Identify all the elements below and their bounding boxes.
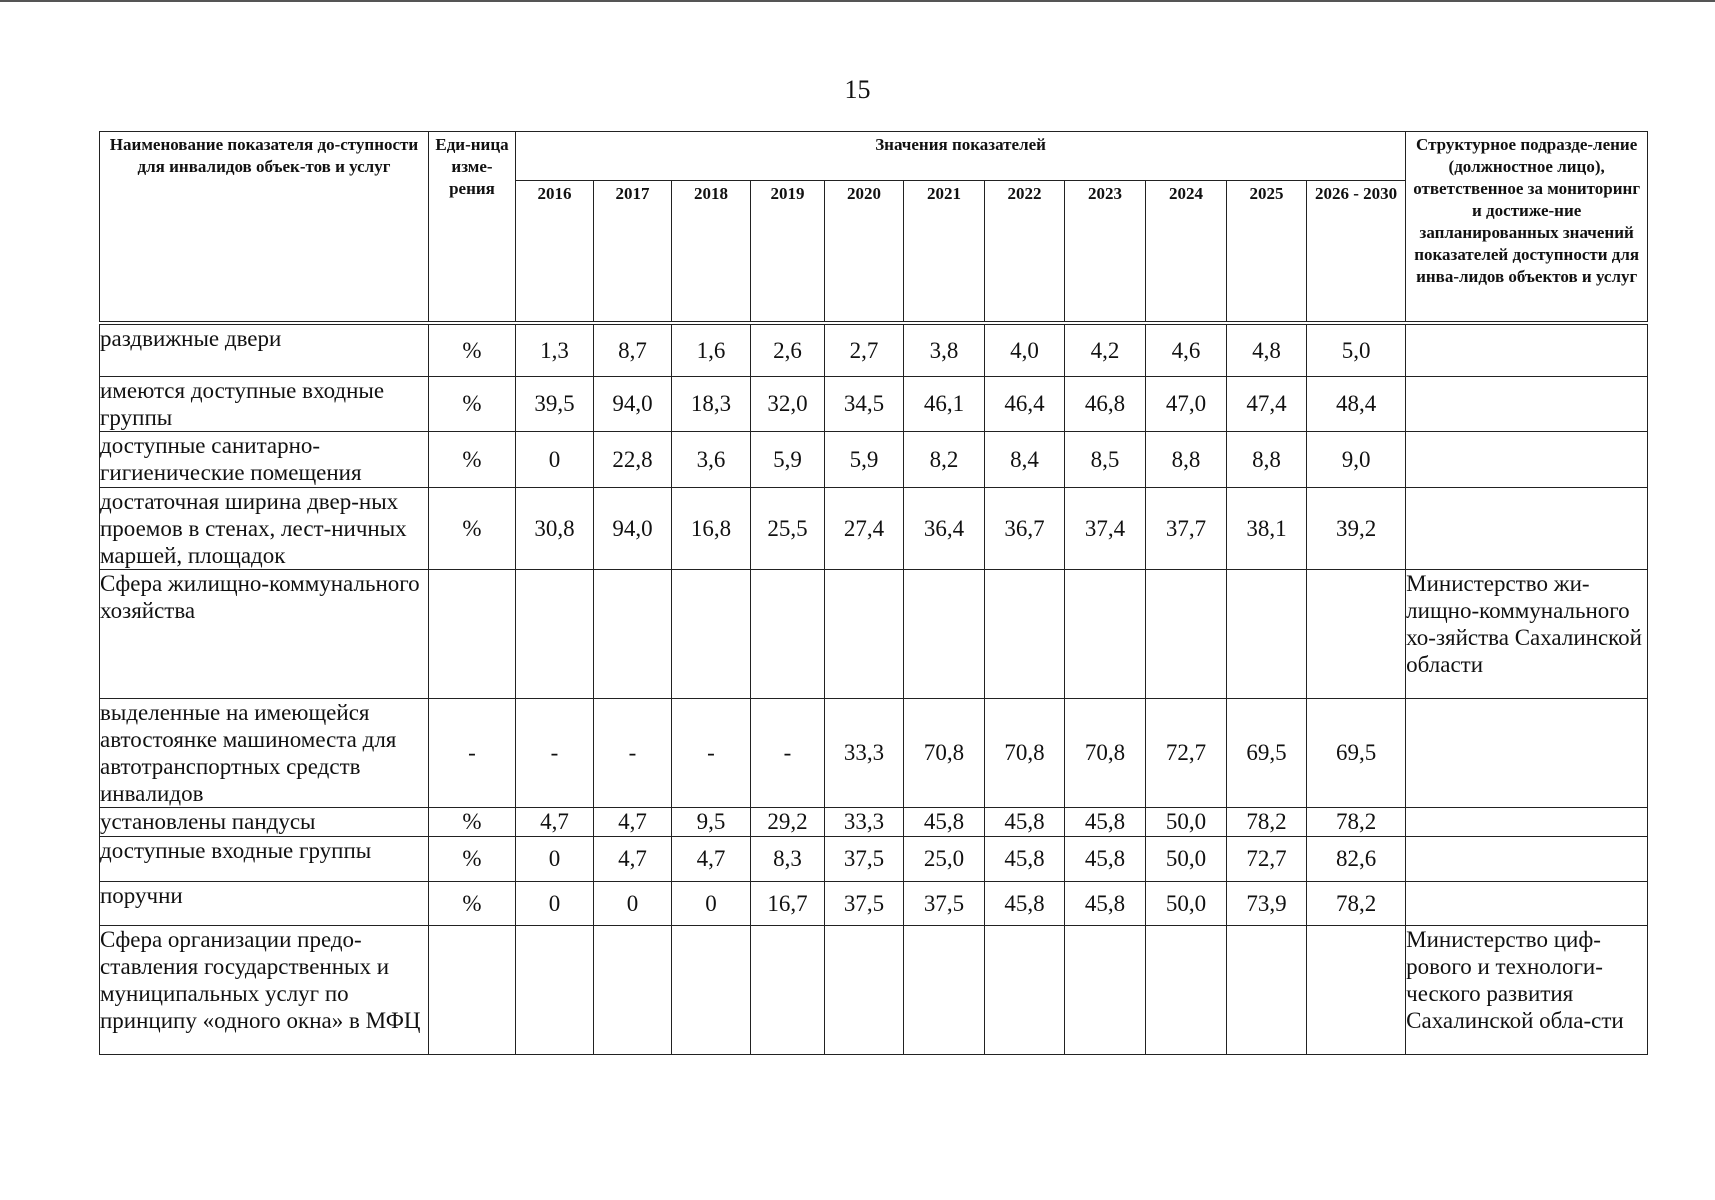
value-cell: 45,8 — [1065, 807, 1146, 836]
value-cell: 8,4 — [985, 431, 1065, 487]
responsible-dept — [1406, 323, 1648, 376]
value-cell: 0 — [516, 836, 594, 881]
value-cell — [1227, 569, 1307, 698]
value-cell: 70,8 — [1065, 698, 1146, 807]
table-row — [100, 807, 1648, 836]
header-year: 2022 — [985, 181, 1065, 324]
value-cell — [985, 925, 1065, 1054]
value-cell: 29,2 — [751, 807, 825, 836]
value-cell: 70,8 — [985, 698, 1065, 807]
value-cell: 47,0 — [1146, 376, 1227, 431]
unit-cell — [429, 569, 516, 698]
header-year: 2017 — [594, 181, 672, 324]
header-values-group: Значения показателей — [516, 132, 1406, 181]
value-cell: 5,0 — [1307, 323, 1406, 376]
value-cell: 72,7 — [1227, 836, 1307, 881]
value-cell — [751, 569, 825, 698]
header-year: 2024 — [1146, 181, 1227, 324]
unit-cell: - — [429, 698, 516, 807]
responsible-dept — [1406, 807, 1648, 836]
page-number: 15 — [844, 75, 871, 104]
indicator-name: раздвижные двери — [100, 323, 429, 376]
responsible-dept — [1406, 698, 1648, 807]
table-row — [100, 487, 1648, 569]
value-cell: 0 — [672, 881, 751, 925]
value-cell: - — [594, 698, 672, 807]
value-cell: 37,5 — [904, 881, 985, 925]
table-row — [100, 698, 1648, 807]
indicator-name: Сфера жилищно-коммунального хозяйства — [100, 569, 429, 698]
value-cell: 38,1 — [1227, 487, 1307, 569]
value-cell: 46,4 — [985, 376, 1065, 431]
table-row — [100, 925, 1648, 1054]
value-cell — [594, 569, 672, 698]
value-cell — [825, 569, 904, 698]
value-cell: 8,2 — [904, 431, 985, 487]
value-cell: 4,6 — [1146, 323, 1227, 376]
value-cell: 46,1 — [904, 376, 985, 431]
value-cell: 82,6 — [1307, 836, 1406, 881]
value-cell: 2,7 — [825, 323, 904, 376]
value-cell: 45,8 — [1065, 836, 1146, 881]
table-body — [100, 323, 1648, 1054]
value-cell: 72,7 — [1146, 698, 1227, 807]
top-rule — [0, 0, 1715, 2]
header-responsible: Структурное подразде-ление (должностное лицо), ответственное за мониторинг и достиже-ние запланированных значений показателей доступности для инва-лидов объектов и услуг — [1406, 132, 1648, 324]
value-cell: 39,2 — [1307, 487, 1406, 569]
value-cell: 45,8 — [904, 807, 985, 836]
responsible-dept: Министерство жи-лищно-коммунального хо-зяйства Сахалинской области — [1406, 569, 1648, 698]
unit-cell: % — [429, 807, 516, 836]
value-cell: 4,2 — [1065, 323, 1146, 376]
value-cell: 45,8 — [985, 836, 1065, 881]
indicator-name: Сфера организации предо-ставления государственных и муниципальных услуг по принципу «одного окна» в МФЦ — [100, 925, 429, 1054]
value-cell: 4,7 — [594, 836, 672, 881]
value-cell: 2,6 — [751, 323, 825, 376]
value-cell: 39,5 — [516, 376, 594, 431]
value-cell: 45,8 — [1065, 881, 1146, 925]
value-cell: 1,3 — [516, 323, 594, 376]
value-cell: 16,8 — [672, 487, 751, 569]
value-cell: 69,5 — [1307, 698, 1406, 807]
value-cell: 5,9 — [825, 431, 904, 487]
header-year: 2016 — [516, 181, 594, 324]
value-cell: 36,4 — [904, 487, 985, 569]
value-cell: 37,7 — [1146, 487, 1227, 569]
value-cell: 70,8 — [904, 698, 985, 807]
value-cell: 46,8 — [1065, 376, 1146, 431]
indicator-name: выделенные на имеющейся автостоянке машиноместа для автотранспортных средств инвалидов — [100, 698, 429, 807]
value-cell — [1307, 569, 1406, 698]
value-cell — [1307, 925, 1406, 1054]
value-cell: 48,4 — [1307, 376, 1406, 431]
value-cell: 5,9 — [751, 431, 825, 487]
value-cell: 3,8 — [904, 323, 985, 376]
value-cell: - — [672, 698, 751, 807]
value-cell: 8,7 — [594, 323, 672, 376]
value-cell: 94,0 — [594, 487, 672, 569]
value-cell: 34,5 — [825, 376, 904, 431]
value-cell: 94,0 — [594, 376, 672, 431]
table-row — [100, 323, 1648, 376]
value-cell: 25,0 — [904, 836, 985, 881]
indicator-name: доступные входные группы — [100, 836, 429, 881]
value-cell: 33,3 — [825, 698, 904, 807]
header-year: 2026 - 2030 — [1307, 181, 1406, 324]
value-cell: 9,0 — [1307, 431, 1406, 487]
indicator-name: установлены пандусы — [100, 807, 429, 836]
value-cell: 22,8 — [594, 431, 672, 487]
value-cell: 27,4 — [825, 487, 904, 569]
responsible-dept — [1406, 836, 1648, 881]
value-cell: - — [516, 698, 594, 807]
value-cell — [516, 925, 594, 1054]
responsible-dept: Министерство циф-рового и технологи-ческого развития Сахалинской обла-сти — [1406, 925, 1648, 1054]
value-cell — [1227, 925, 1307, 1054]
header-year: 2021 — [904, 181, 985, 324]
indicator-name: поручни — [100, 881, 429, 925]
value-cell: 30,8 — [516, 487, 594, 569]
value-cell: 4,7 — [516, 807, 594, 836]
value-cell: 45,8 — [985, 881, 1065, 925]
value-cell: 8,3 — [751, 836, 825, 881]
value-cell: 0 — [516, 431, 594, 487]
value-cell: 78,2 — [1307, 881, 1406, 925]
unit-cell: % — [429, 323, 516, 376]
header-year: 2019 — [751, 181, 825, 324]
table-row — [100, 836, 1648, 881]
value-cell: 50,0 — [1146, 807, 1227, 836]
indicator-name: имеются доступные входные группы — [100, 376, 429, 431]
value-cell: 50,0 — [1146, 881, 1227, 925]
value-cell: 47,4 — [1227, 376, 1307, 431]
value-cell — [825, 925, 904, 1054]
value-cell — [904, 569, 985, 698]
value-cell — [751, 925, 825, 1054]
value-cell — [1065, 925, 1146, 1054]
value-cell: 18,3 — [672, 376, 751, 431]
responsible-dept — [1406, 487, 1648, 569]
table-row — [100, 569, 1648, 698]
value-cell — [672, 569, 751, 698]
value-cell: 37,4 — [1065, 487, 1146, 569]
value-cell: 36,7 — [985, 487, 1065, 569]
responsible-dept — [1406, 881, 1648, 925]
header-unit: Еди-ница изме-рения — [429, 132, 516, 324]
value-cell: 37,5 — [825, 881, 904, 925]
value-cell — [904, 925, 985, 1054]
table-row — [100, 431, 1648, 487]
unit-cell: % — [429, 487, 516, 569]
value-cell: 4,7 — [672, 836, 751, 881]
value-cell: 4,0 — [985, 323, 1065, 376]
value-cell: 33,3 — [825, 807, 904, 836]
value-cell — [985, 569, 1065, 698]
unit-cell: % — [429, 376, 516, 431]
value-cell: 8,8 — [1146, 431, 1227, 487]
value-cell: 37,5 — [825, 836, 904, 881]
value-cell: 1,6 — [672, 323, 751, 376]
value-cell: 78,2 — [1307, 807, 1406, 836]
header-year: 2018 — [672, 181, 751, 324]
header-year: 2023 — [1065, 181, 1146, 324]
unit-cell: % — [429, 836, 516, 881]
value-cell: 0 — [516, 881, 594, 925]
value-cell — [1146, 569, 1227, 698]
value-cell: 25,5 — [751, 487, 825, 569]
value-cell: 8,5 — [1065, 431, 1146, 487]
table-row — [100, 881, 1648, 925]
unit-cell — [429, 925, 516, 1054]
value-cell: 45,8 — [985, 807, 1065, 836]
header-year: 2025 — [1227, 181, 1307, 324]
table-header — [100, 132, 1648, 324]
value-cell: 8,8 — [1227, 431, 1307, 487]
unit-cell: % — [429, 431, 516, 487]
responsible-dept — [1406, 431, 1648, 487]
indicator-name: доступные санитарно-гигиенические помещения — [100, 431, 429, 487]
indicator-name: достаточная ширина двер-ных проемов в стенах, лест-ничных маршей, площадок — [100, 487, 429, 569]
value-cell: 73,9 — [1227, 881, 1307, 925]
value-cell: 0 — [594, 881, 672, 925]
unit-cell: % — [429, 881, 516, 925]
header-year: 2020 — [825, 181, 904, 324]
value-cell — [1065, 569, 1146, 698]
value-cell: 78,2 — [1227, 807, 1307, 836]
value-cell — [516, 569, 594, 698]
indicators-table — [99, 131, 1648, 1055]
value-cell — [672, 925, 751, 1054]
value-cell: 4,8 — [1227, 323, 1307, 376]
header-indicator: Наименование показателя до-ступности для инвалидов объек-тов и услуг — [100, 132, 429, 324]
value-cell: 3,6 — [672, 431, 751, 487]
responsible-dept — [1406, 376, 1648, 431]
value-cell: 50,0 — [1146, 836, 1227, 881]
value-cell: 16,7 — [751, 881, 825, 925]
value-cell: 4,7 — [594, 807, 672, 836]
value-cell — [1146, 925, 1227, 1054]
value-cell: 9,5 — [672, 807, 751, 836]
value-cell: 32,0 — [751, 376, 825, 431]
value-cell: 69,5 — [1227, 698, 1307, 807]
value-cell — [594, 925, 672, 1054]
table-row — [100, 376, 1648, 431]
value-cell: - — [751, 698, 825, 807]
